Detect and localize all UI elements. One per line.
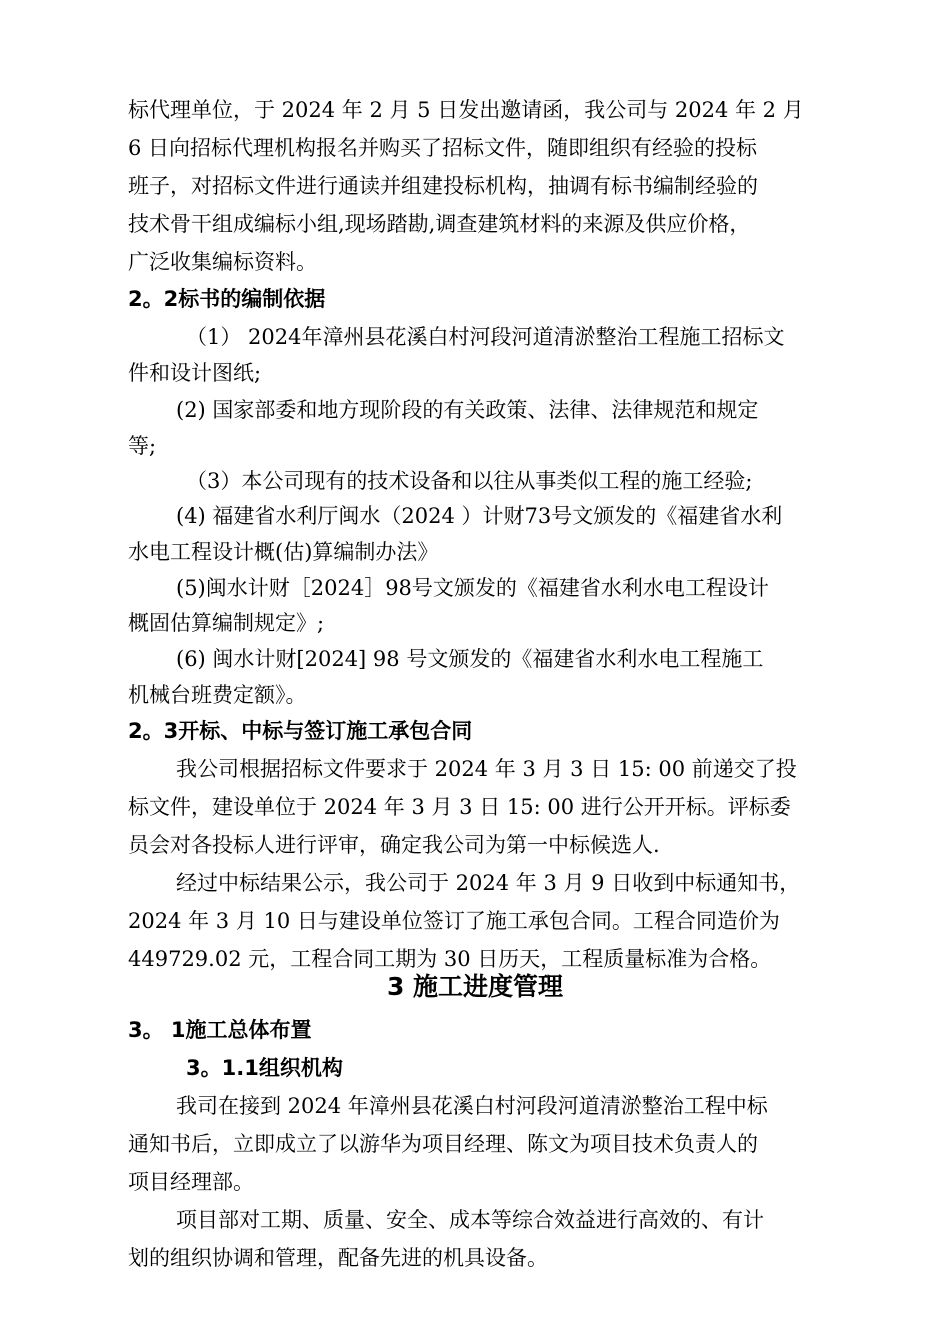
paragraph-line: 技术骨干组成编标小组,现场踏勘,调查建筑材料的来源及供应价格， [128, 212, 751, 236]
paragraph-line: 划的组织协调和管理，配备先进的机具设备。 [128, 1246, 548, 1270]
paragraph-line: 员会对各投标人进行评审，确定我公司为第一中标候选人. [128, 833, 660, 857]
list-item-line: (2) 国家部委和地方现阶段的有关政策、法律、法律规范和规定 [176, 398, 759, 422]
paragraph-line: 标代理单位，于 2024 年 2 月 5 日发出邀请函，我公司与 2024 年 2 月 [128, 98, 804, 122]
subsection-heading-3-1-1: 3。1.1组织机构 [186, 1056, 343, 1080]
paragraph-line: 通知书后，立即成立了以游华为项目经理、陈文为项目技术负责人的 [128, 1132, 758, 1156]
list-item-line: （1） 2024年漳州县花溪白村河段河道清淤整治工程施工招标文 [186, 325, 785, 349]
list-item-line: (5)闽水计财［2024］98号文颁发的《福建省水利水电工程设计 [176, 576, 769, 600]
chapter-title: 3 施工进度管理 [386, 972, 564, 1001]
section-heading-3-1: 3。 1施工总体布置 [128, 1018, 312, 1042]
paragraph-line: 6 日向招标代理机构报名并购买了招标文件，随即组织有经验的投标 [128, 136, 758, 160]
paragraph-line: 标文件，建设单位于 2024 年 3 月 3 日 15: 00 进行公开开标。评标委 [128, 795, 791, 819]
paragraph-line: 2024 年 3 月 10 日与建设单位签订了施工承包合同。工程合同造价为 [128, 909, 780, 933]
list-item-line: (4) 福建省水利厅闽水（2024 ）计财73号文颁发的《福建省水利 [176, 504, 783, 528]
list-item-line: (6) 闽水计财[2024] 98 号文颁发的《福建省水利水电工程施工 [176, 647, 764, 671]
paragraph-line: 经过中标结果公示，我公司于 2024 年 3 月 9 日收到中标通知书， [176, 871, 801, 895]
paragraph-line: 我公司根据招标文件要求于 2024 年 3 月 3 日 15: 00 前递交了投 [176, 757, 797, 781]
section-heading-2-2: 2。2标书的编制依据 [128, 287, 326, 311]
list-item-line: 机械台班费定额》。 [128, 683, 307, 707]
list-item-line: （3）本公司现有的技术设备和以往从事类似工程的施工经验; [186, 469, 753, 493]
paragraph-line: 项目部对工期、质量、安全、成本等综合效益进行高效的、有计 [176, 1208, 764, 1232]
list-item-line: 水电工程设计概(估)算编制办法》 [128, 540, 439, 564]
list-item-line: 等; [128, 434, 157, 458]
paragraph-line: 449729.02 元，工程合同工期为 30 日历天，工程质量标准为合格。 [128, 947, 772, 971]
paragraph-line: 我司在接到 2024 年漳州县花溪白村河段河道清淤整治工程中标 [176, 1094, 768, 1118]
list-item-line: 概固估算编制规定》; [128, 611, 325, 635]
list-item-line: 件和设计图纸; [128, 361, 262, 385]
paragraph-line: 班子，对招标文件进行通读并组建投标机构，抽调有标书编制经验的 [128, 174, 758, 198]
paragraph-line: 项目经理部。 [128, 1170, 254, 1194]
section-heading-2-3: 2。3开标、中标与签订施工承包合同 [128, 719, 473, 743]
paragraph-line: 广泛收集编标资料。 [128, 250, 317, 274]
